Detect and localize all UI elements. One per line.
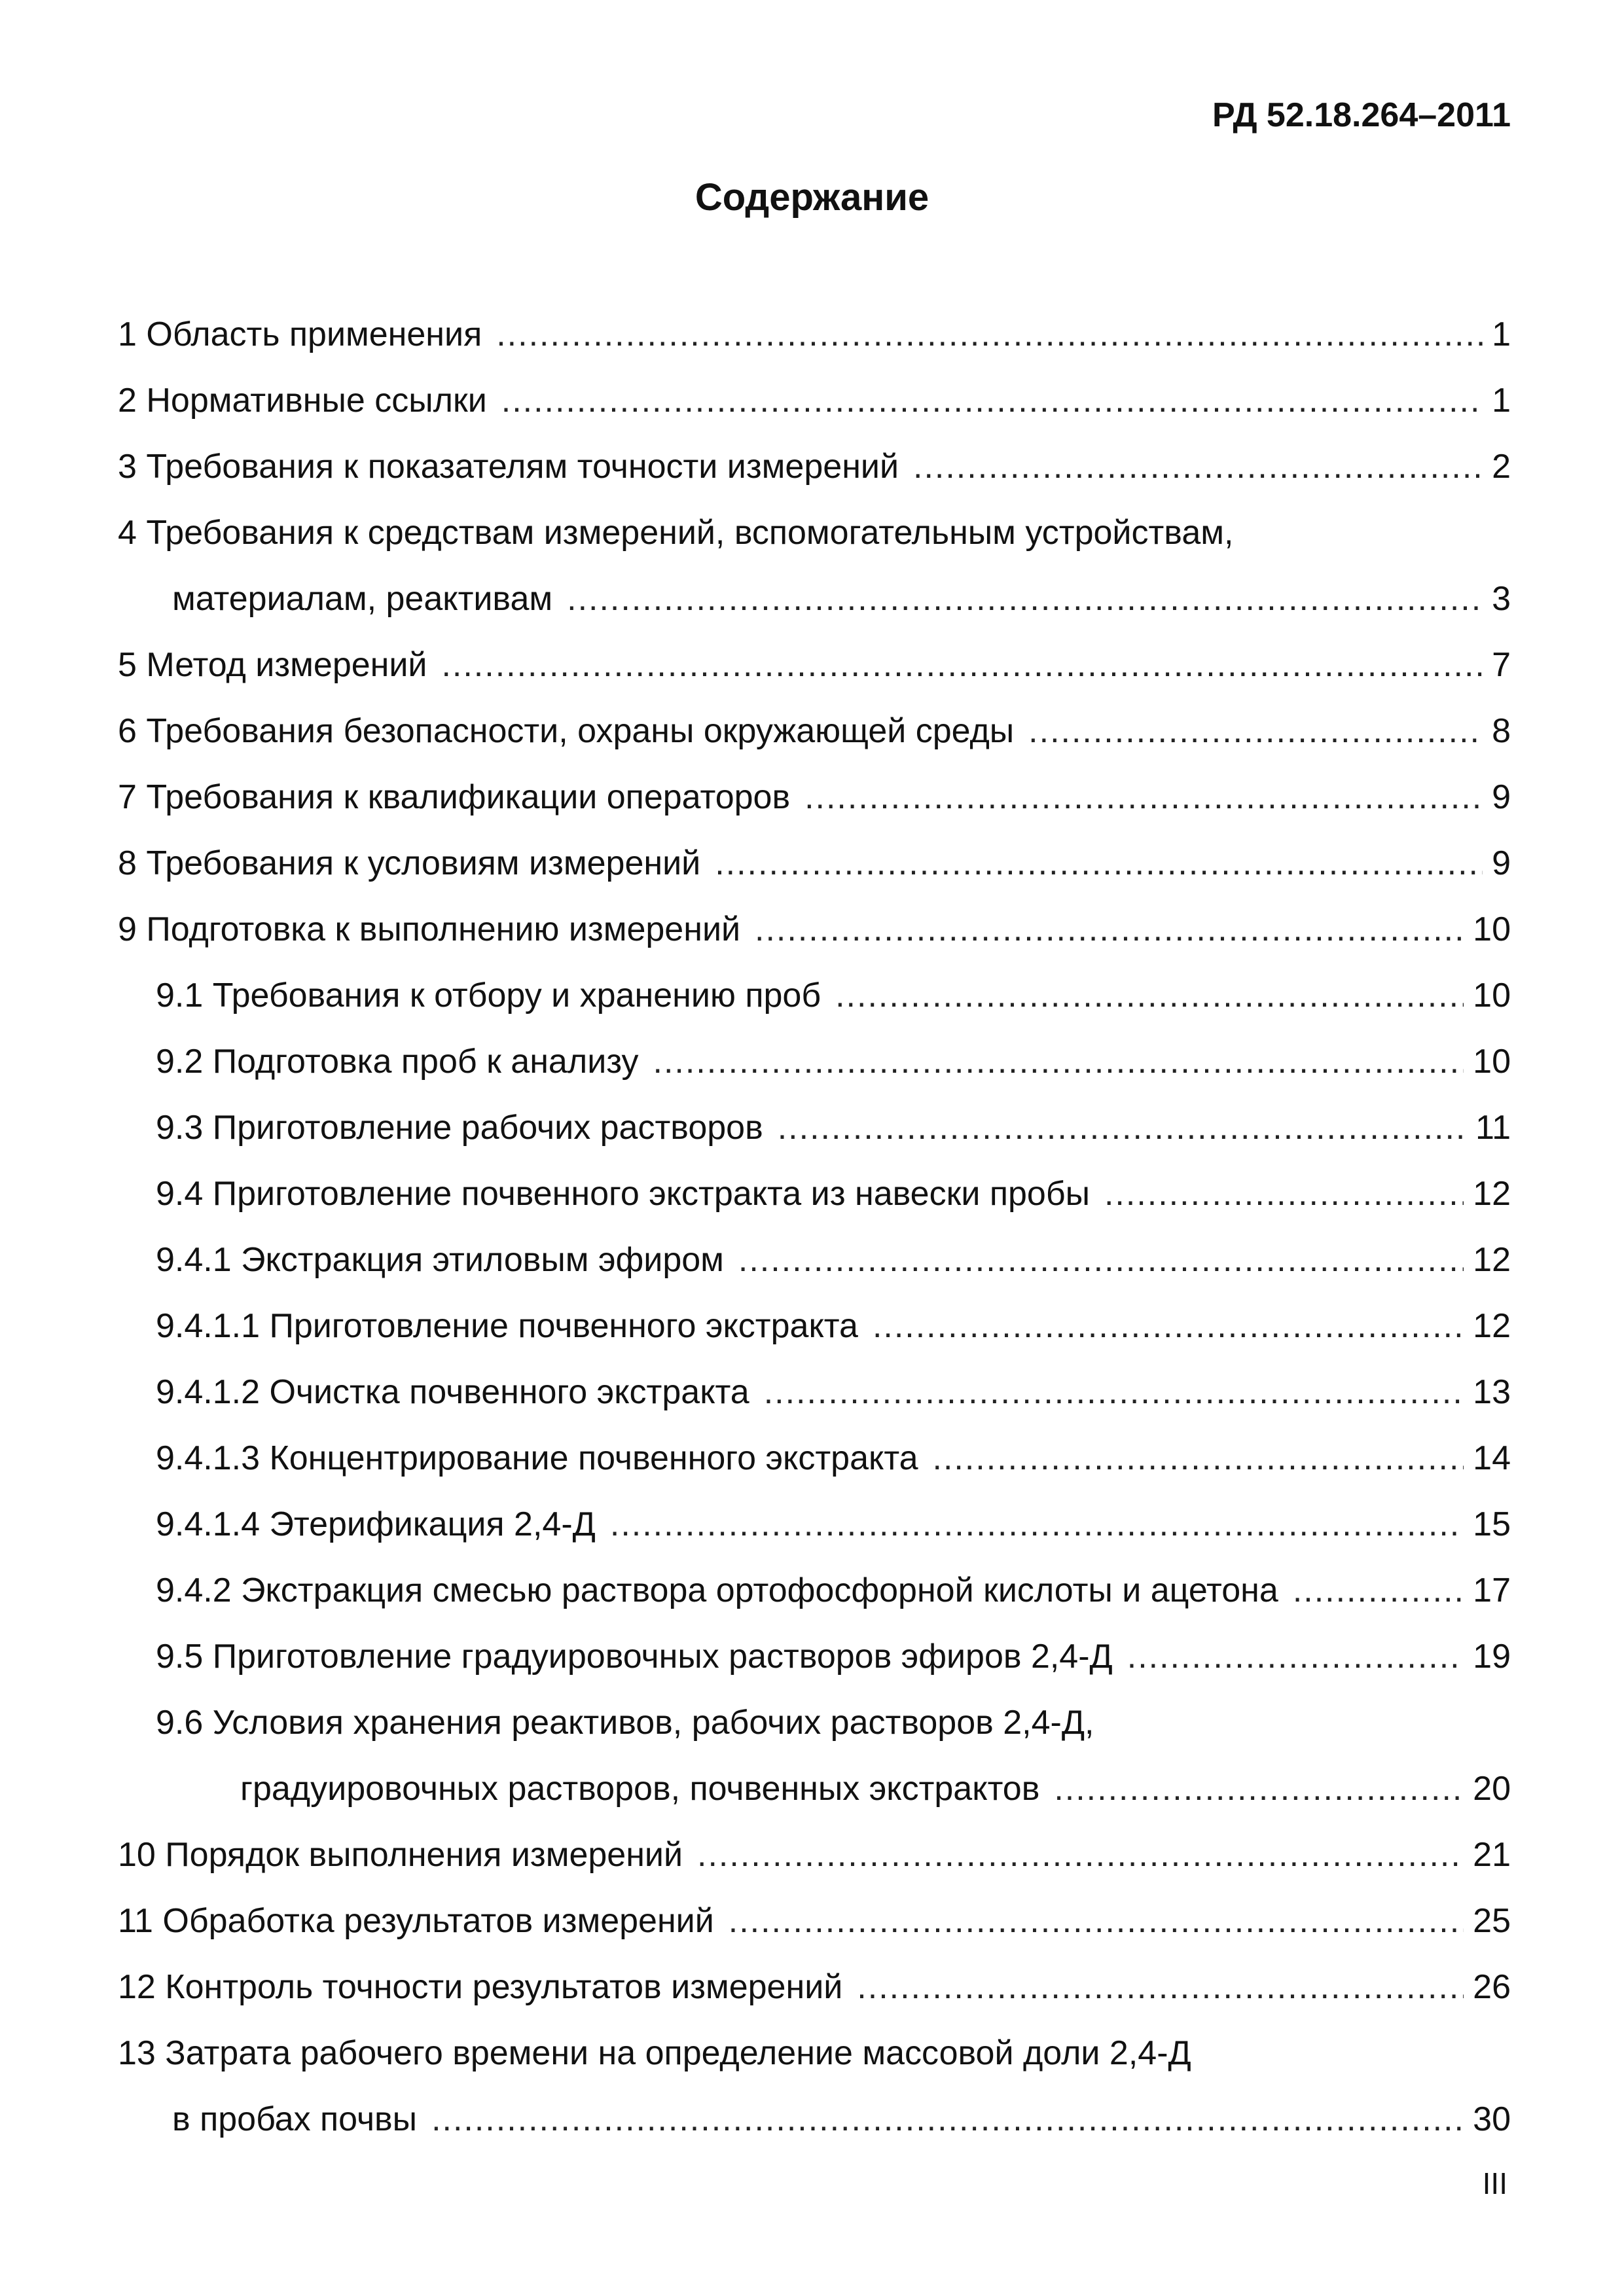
toc-entry — [118, 637, 1511, 703]
toc-entry-page: 10 — [1473, 977, 1511, 1014]
toc-entry-title: 9.4.1.2 Очистка почвенного экстракта — [156, 1373, 749, 1411]
toc-line — [118, 908, 1511, 951]
toc-entry-page: 12 — [1473, 1241, 1511, 1279]
toc-entry — [118, 1166, 1511, 1232]
toc-entry-title: 2 Нормативные ссылки — [118, 382, 487, 420]
toc-dot-leader — [653, 1040, 1464, 1083]
toc-entry — [118, 967, 1511, 1033]
toc-entry-page: 1 — [1492, 315, 1511, 353]
toc-entry-title: 12 Контроль точности результатов измерений — [118, 1968, 843, 2006]
toc-entry-page: 13 — [1473, 1373, 1511, 1411]
toc-entry-title: 3 Требования к показателям точности измерений — [118, 448, 899, 486]
toc-entry-page: 19 — [1473, 1638, 1511, 1676]
toc-line — [118, 445, 1511, 488]
toc-entry — [118, 1695, 1511, 1761]
toc-line — [156, 1701, 1511, 1744]
toc-entry — [118, 2091, 1511, 2157]
toc-dot-leader — [933, 1437, 1464, 1480]
toc-line — [118, 1965, 1511, 2009]
toc-line — [118, 1899, 1511, 1943]
toc-dot-leader — [496, 313, 1483, 356]
toc-entry-title: 5 Метод измерений — [118, 646, 427, 684]
toc-entry — [118, 1562, 1511, 1628]
toc-entry — [118, 1298, 1511, 1364]
toc-dot-leader — [729, 1899, 1464, 1943]
toc-line — [118, 2032, 1511, 2075]
toc-line — [118, 511, 1511, 554]
toc-entry — [118, 439, 1511, 505]
toc-dot-leader — [738, 1238, 1464, 1282]
toc-line — [156, 1371, 1511, 1414]
toc-line — [156, 1238, 1511, 1282]
toc-entry-page: 3 — [1492, 580, 1511, 618]
toc-entry-page: 10 — [1473, 1043, 1511, 1081]
toc-entry-page: 21 — [1473, 1836, 1511, 1874]
toc-dot-leader — [715, 842, 1483, 885]
toc-dot-leader — [873, 1304, 1464, 1348]
toc-entry-title: 9.4.1.1 Приготовление почвенного экстракта — [156, 1307, 858, 1345]
toc-line — [240, 1767, 1511, 1810]
toc-entry-title: 11 Обработка результатов измерений — [118, 1902, 714, 1940]
toc-line — [156, 1172, 1511, 1215]
toc-entry-title: 4 Требования к средствам измерений, вспомогательным устройствам, — [118, 514, 1234, 552]
toc-dot-leader — [1054, 1767, 1464, 1810]
toc-dot-leader — [913, 445, 1483, 488]
toc-entry-page: 20 — [1473, 1770, 1511, 1808]
toc-entry — [118, 571, 1511, 637]
toc-entry-page: 14 — [1473, 1439, 1511, 1477]
toc-dot-leader — [697, 1833, 1464, 1876]
toc-line — [156, 974, 1511, 1017]
toc-entry-title: 9.4.1.4 Этерификация 2,4-Д — [156, 1505, 596, 1543]
toc-entry — [118, 835, 1511, 901]
toc-line — [118, 776, 1511, 819]
toc-entry — [118, 1033, 1511, 1100]
toc-entry — [118, 1628, 1511, 1695]
toc-entry-title: 9.6 Условия хранения реактивов, рабочих растворов 2,4-Д, — [156, 1704, 1094, 1742]
toc-dot-leader — [1104, 1172, 1464, 1215]
page-number: III — [1482, 2166, 1507, 2200]
toc-entry — [118, 1364, 1511, 1430]
toc-line — [156, 1503, 1511, 1546]
toc-dot-leader — [835, 974, 1464, 1017]
toc-entry-title: 9.4.1 Экстракция этиловым эфиром — [156, 1241, 724, 1279]
toc-entry — [118, 372, 1511, 439]
toc-entry-title: 9.3 Приготовление рабочих растворов — [156, 1109, 763, 1147]
document-code: РД 52.18.264–2011 — [1212, 96, 1511, 134]
toc-dot-leader — [857, 1965, 1464, 2009]
toc-line — [118, 709, 1511, 753]
toc-dot-leader — [441, 643, 1483, 687]
toc-dot-leader — [1293, 1569, 1464, 1612]
toc-entry — [118, 703, 1511, 769]
toc-entry-title: материалам, реактивам — [172, 580, 553, 618]
toc-entry — [118, 901, 1511, 967]
toc-entry-title: 1 Область применения — [118, 315, 482, 353]
toc-entry — [118, 1232, 1511, 1298]
toc-entry-title: 9 Подготовка к выполнению измерений — [118, 910, 741, 948]
toc-entry-title: 9.4 Приготовление почвенного экстракта из навески пробы — [156, 1175, 1090, 1213]
toc-dot-leader — [501, 379, 1483, 422]
toc-line — [156, 1569, 1511, 1612]
toc-line — [156, 1437, 1511, 1480]
toc-entry-title: 8 Требования к условиям измерений — [118, 844, 701, 882]
toc-line — [118, 842, 1511, 885]
toc-line — [156, 1304, 1511, 1348]
toc-entry — [118, 1761, 1511, 1827]
page-title: Содержание — [695, 176, 929, 219]
toc-entry-page: 11 — [1475, 1109, 1511, 1147]
toc-line — [156, 1106, 1511, 1149]
toc-entry — [118, 769, 1511, 835]
toc-entry-page: 26 — [1473, 1968, 1511, 2006]
toc-entry — [118, 505, 1511, 571]
toc-entry-title: 9.5 Приготовление градуировочных растворов эфиров 2,4-Д — [156, 1638, 1113, 1676]
toc-entry-title: 9.1 Требования к отбору и хранению проб — [156, 977, 821, 1014]
toc-dot-leader — [431, 2098, 1464, 2141]
toc-entry — [118, 1496, 1511, 1562]
toc-dot-leader — [778, 1106, 1466, 1149]
toc-entry-page: 7 — [1492, 646, 1511, 684]
toc-dot-leader — [610, 1503, 1464, 1546]
toc-line — [118, 379, 1511, 422]
toc-entry-page: 17 — [1473, 1571, 1511, 1609]
toc-entry-title: 6 Требования безопасности, охраны окружающей среды — [118, 712, 1015, 750]
toc-entry-title: 7 Требования к квалификации операторов — [118, 778, 791, 816]
toc-line — [118, 313, 1511, 356]
toc-entry — [118, 1893, 1511, 1959]
toc-entry-title: в пробах почвы — [172, 2100, 418, 2138]
table-of-contents — [118, 306, 1511, 2157]
toc-dot-leader — [567, 577, 1483, 620]
toc-entry-page: 25 — [1473, 1902, 1511, 1940]
toc-line — [118, 643, 1511, 687]
toc-entry — [118, 2025, 1511, 2091]
toc-line — [118, 1833, 1511, 1876]
toc-entry-page: 9 — [1492, 778, 1511, 816]
toc-entry-title: 9.4.2 Экстракция смесью раствора ортофосфорной кислоты и ацетона — [156, 1571, 1278, 1609]
toc-entry — [118, 306, 1511, 372]
toc-entry-title: 10 Порядок выполнения измерений — [118, 1836, 683, 1874]
toc-entry-page: 9 — [1492, 844, 1511, 882]
toc-entry-page: 12 — [1473, 1175, 1511, 1213]
toc-entry — [118, 1430, 1511, 1496]
toc-line — [156, 1635, 1511, 1678]
toc-line — [156, 1040, 1511, 1083]
toc-entry-title: градуировочных растворов, почвенных экстрактов — [240, 1770, 1040, 1808]
toc-dot-leader — [1028, 709, 1483, 753]
toc-entry-title: 13 Затрата рабочего времени на определение массовой доли 2,4-Д — [118, 2034, 1191, 2072]
toc-entry-page: 8 — [1492, 712, 1511, 750]
toc-line — [172, 2098, 1511, 2141]
toc-dot-leader — [755, 908, 1464, 951]
toc-entry-title: 9.4.1.3 Концентрирование почвенного экстракта — [156, 1439, 918, 1477]
toc-entry — [118, 1100, 1511, 1166]
toc-entry-title: 9.2 Подготовка проб к анализу — [156, 1043, 639, 1081]
toc-entry-page: 1 — [1492, 382, 1511, 420]
toc-entry-page: 2 — [1492, 448, 1511, 486]
toc-entry-page: 10 — [1473, 910, 1511, 948]
toc-dot-leader — [1127, 1635, 1464, 1678]
toc-dot-leader — [764, 1371, 1464, 1414]
toc-entry-page: 30 — [1473, 2100, 1511, 2138]
toc-entry — [118, 1959, 1511, 2025]
toc-entry-page: 15 — [1473, 1505, 1511, 1543]
toc-entry-page: 12 — [1473, 1307, 1511, 1345]
toc-dot-leader — [804, 776, 1483, 819]
toc-line — [172, 577, 1511, 620]
toc-entry — [118, 1827, 1511, 1893]
